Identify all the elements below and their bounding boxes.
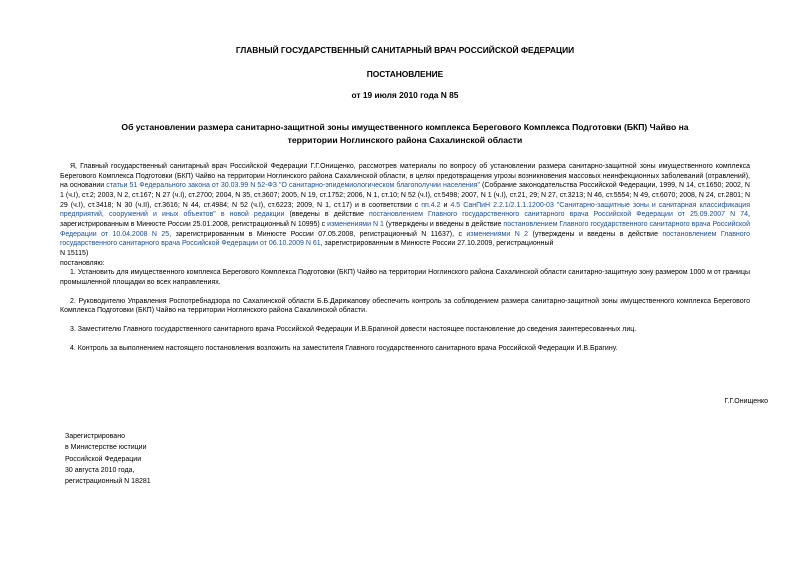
link-resolution-74[interactable]: постановлением Главного государственного санитарного врача Российской Федерации от 25.09.2007 N 74 bbox=[368, 211, 749, 219]
preamble-text: , зарегистрированным в Минюсте России 07.05.2008, регистрационный N 11637), с bbox=[169, 230, 467, 238]
registration-line: регистрационный N 18281 bbox=[65, 478, 151, 486]
document-title: Об установлении размера санитарно-защитной зоны имущественного комплекса Берегового Комплекса Подготовки (БКП) Чайво на территории Ноглинского района Сахалинской области bbox=[121, 122, 689, 145]
preamble-text: , зарегистрированным в Минюсте России 27.10.2009, регистрационный bbox=[320, 240, 554, 248]
item-3: 3. Заместителю Главного государственного санитарного врача Российской Федерации И.В.Брагиной довести настоящее постановление до сведения заинтересованных лиц. bbox=[70, 325, 637, 333]
item-1: 1. Установить для имущественного комплекса Берегового Комплекса Подготовки (БКП) Чайво на территории Ноглинского района Сахалинской области санитарно-защитную зону размером 1000 м от границы промышленной площадки во всех направлениях. bbox=[60, 269, 750, 286]
issuing-authority: ГЛАВНЫЙ ГОСУДАРСТВЕННЫЙ САНИТАРНЫЙ ВРАЧ РОССИЙСКОЙ ФЕДЕРАЦИИ bbox=[235, 45, 575, 55]
link-sanpin-4-2[interactable]: пп.4.2 bbox=[421, 201, 441, 209]
preamble-closing: постановляю: bbox=[60, 259, 105, 267]
document-type: ПОСТАНОВЛЕНИЕ bbox=[366, 69, 444, 79]
preamble-text: (утверждены и введены в действие bbox=[528, 230, 663, 238]
link-amendments-2[interactable]: изменениями N 2 bbox=[466, 230, 529, 238]
link-resolution-61[interactable]: постановлением Главного государственного санитарного врача Российской Федерации от 06.10.2009 N 61 bbox=[60, 230, 750, 248]
document-body bbox=[60, 162, 750, 353]
item-2: 2. Руководителю Управления Роспотребнадзора по Сахалинской области Б.Б.Дарижапову обеспечить контроль за соблюдением размера санитарно-защитной зоны имущественного комплекса Берегового Комплекса Подготовки (БКП) Чайво на территории Ноглинского района Сахалинской области. bbox=[60, 297, 750, 315]
preamble-text: Я, Главный государственный санитарный врач Российской Федерации Г.Г.Онищенко, рассмотрев материалы по вопросу об установлении размера санитарно-защитной зоны имущественного комплекса Берегового Комплекса Подготовки (БКП) Чайво на территории Ноглинского района Сахалинской области, в целях предотвращения угрозы возникновения массовых неинфекционных заболеваний (отравлений), на основании bbox=[60, 163, 750, 190]
link-amendments-1[interactable]: изменениями N 1 bbox=[327, 220, 384, 228]
registration-line: Российской Федерации bbox=[65, 455, 142, 463]
preamble-text: (Собрание законодательства Российской Федерации, 1999, N 14, ст.1650; 2002, N 1 (ч.I), ст.2; 2003, N 2, ст.167; N 27 (ч.I), ст.2700; 2004, N 35, ст.3607; 2005, N 19, ст.1752; 2006, N 1, ст.10; N 52 (ч.I), ст.5498; 2007, N 1 (ч.I), ст.21, 29; N 27, ст.3213; N 46, ст.5554; N 49, ст.6070; 2008, N 24, ст.2801; N 29 (ч.I), ст.3418; N 30 (ч.II), ст.3616; N 44, ст.4984; N 52 (ч.I), ст.6223; 2009, N 1, ст.17) и в соответствии с bbox=[60, 182, 750, 209]
preamble-paragraph bbox=[60, 162, 750, 249]
preamble-text: (утверждены и введены в действие bbox=[383, 220, 504, 228]
signature: Г.Г.Онищенко bbox=[724, 398, 768, 405]
link-law-article-51[interactable]: статьи 51 Федерального закона от 30.03.99 N 52-ФЗ "О санитарно-эпидемиологическом благополучии населения" bbox=[106, 182, 480, 190]
item-4: 4. Контроль за выполнением настоящего постановления возложить на заместителя Главного государственного санитарного врача Российской Федерации И.В.Брагину. bbox=[70, 344, 618, 352]
preamble-text: и bbox=[440, 201, 451, 209]
registration-line: Зарегистрировано bbox=[65, 433, 125, 440]
document-date: от 19 июля 2010 года N 85 bbox=[351, 90, 459, 100]
link-sanpin-4-5[interactable]: 4.5 СанПиН 2.2.1/2.1.1.1200-03 "Санитарно-защитные зоны и санитарная классификация предприятий, сооружений и иных объектов" в новой редакции bbox=[60, 201, 750, 219]
registration-line: 30 августа 2010 года, bbox=[65, 466, 135, 474]
registration-number-line: N 15115) bbox=[60, 249, 89, 257]
preamble-text: (введены в действие bbox=[284, 211, 369, 219]
registration-block bbox=[65, 431, 151, 487]
link-resolution-25[interactable]: постановлением Главного государственного санитарного врача Российской Федерации от 10.04.2008 N 25 bbox=[60, 220, 750, 238]
preamble-text: , зарегистрированным в Минюсте России 25.01.2008, регистрационный N 10995) с bbox=[60, 211, 750, 228]
registration-line: в Министерстве юстиции bbox=[65, 444, 147, 452]
